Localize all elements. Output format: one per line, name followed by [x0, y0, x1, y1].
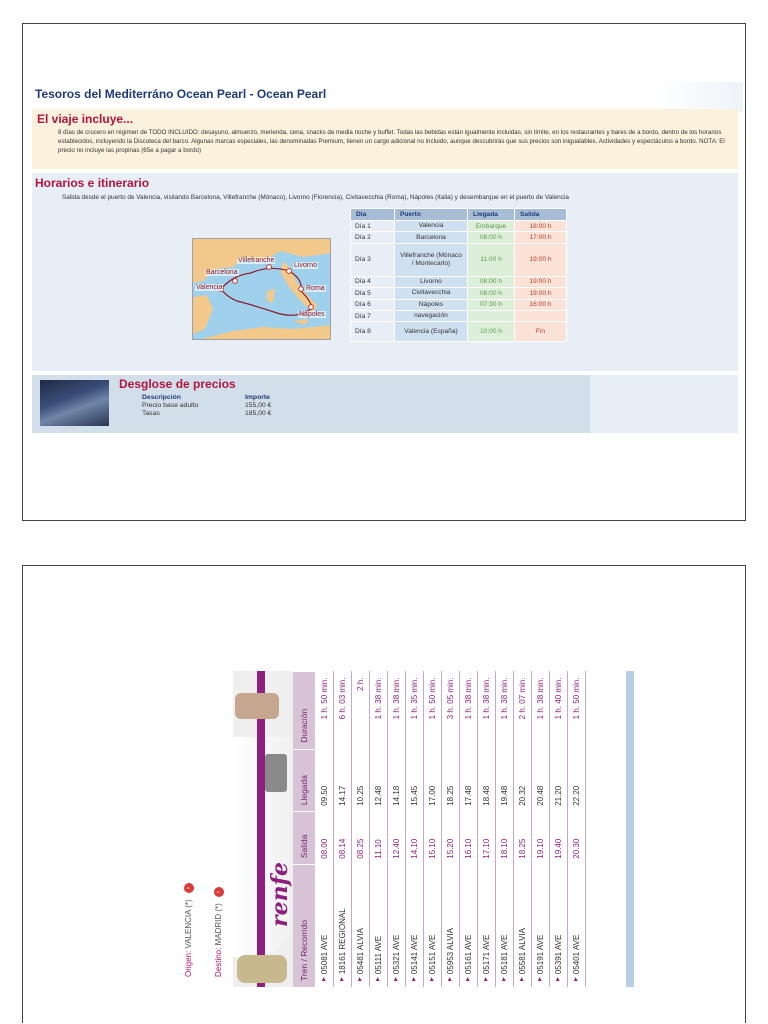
cell-salida: 08.00 [315, 812, 333, 865]
cell-duracion: 1 h. 40 min. [549, 672, 567, 750]
table-row[interactable] [315, 672, 333, 988]
price-breakdown-heading: Desglose de precios [119, 377, 236, 391]
origin-value: VALENCIA (*) [184, 899, 194, 949]
timetable-page [22, 565, 746, 1023]
cell-llegada: 17.00 [423, 749, 441, 812]
cell-llegada: 20.48 [531, 749, 549, 812]
table-row[interactable] [513, 672, 531, 988]
table-row[interactable] [351, 672, 369, 988]
table-row [351, 232, 567, 243]
price-item-desc: Tasas [142, 410, 160, 417]
cell-tren[interactable]: ▶ 05151 AVE [423, 865, 441, 987]
cell-salida: 20.30 [567, 812, 585, 865]
destination-go-icon[interactable]: › [214, 887, 224, 897]
cell-duracion: 1 h. 38 min. [477, 672, 495, 750]
cell-tren[interactable]: ▶ 05181 AVE [495, 865, 513, 987]
cell-llegada: 08:00 h [468, 276, 515, 287]
cruise-page [22, 23, 746, 521]
map-label-valencia: Valencia [196, 284, 223, 291]
cell-llegada: 09.50 [315, 749, 333, 812]
table-row[interactable] [423, 672, 441, 988]
cell-llegada: 10:00 h [468, 322, 515, 342]
cell-salida: Fin [515, 322, 567, 342]
cell-duracion: 3 h. 05 min. [441, 672, 459, 750]
cell-tren[interactable]: ▶ 05391 AVE [549, 865, 567, 987]
cell-llegada: 18.25 [441, 749, 459, 812]
cell-llegada: 14.18 [387, 749, 405, 812]
cell-duracion: 1 h. 38 min. [495, 672, 513, 750]
cell-llegada: 08:00 h [468, 288, 515, 299]
col-puerto: Puerto [395, 209, 468, 221]
cell-duracion: 1 h. 50 min. [315, 672, 333, 750]
includes-heading: El viaje incluye... [37, 112, 134, 126]
table-row [351, 276, 567, 287]
cell-salida: 19:00 h [515, 276, 567, 287]
cell-llegada: 07:30 h [468, 299, 515, 310]
cell-tren[interactable]: ▶ 05401 AVE [567, 865, 585, 987]
cell-llegada: 08:00 h [468, 232, 515, 243]
includes-text: 8 días de crucero en régimen de TODO INCLUIDO: desayuno, almuerzo, merienda, cena, snacks de media noche y buffet. Todas las bebidas están igualmente incluidas, sin límite, en los restaurantes y bares de a bordo, dentro de los horarios establecidos, incluyendo la Discoteca del barco. Algunas marcas especiales, las denominadas Premium, tienen un cargo adicional no incluido, aunque descubrirás que sus precios son inigualables. Actividades y espectáculos a bordo. NOTA: El precio no incluye las propinas (65e a pagar a bordo) [58, 129, 725, 154]
cell-llegada: 19.48 [495, 749, 513, 812]
renfe-logo: renfe [267, 861, 293, 927]
cell-tren[interactable]: ▶ 05141 AVE [405, 865, 423, 987]
cell-tren[interactable]: ▶ 05081 AVE [315, 865, 333, 987]
itinerary-section [32, 173, 738, 371]
price-breakdown-section [32, 375, 738, 433]
cell-puerto: Valencia [395, 221, 468, 232]
table-row[interactable] [567, 672, 585, 988]
cell-salida: 19:00 h [515, 288, 567, 299]
cell-salida: 18.10 [495, 812, 513, 865]
cell-llegada: 11:00 h [468, 243, 515, 276]
renfe-banner [233, 671, 293, 987]
cell-llegada: 12.48 [369, 749, 387, 812]
banner-device-image [265, 754, 287, 792]
table-row[interactable] [495, 672, 513, 988]
cell-salida: 18:00 h [515, 221, 567, 232]
cell-duracion: 2 h. [351, 672, 369, 750]
cell-puerto: Nápoles [395, 299, 468, 310]
page-title: Tesoros del Mediterráno Ocean Pearl - Ocean Pearl [35, 87, 327, 101]
cell-duracion: 1 h. 38 min. [387, 672, 405, 750]
cell-llegada: 15.45 [405, 749, 423, 812]
timetable-body [315, 672, 585, 988]
cell-llegada: 20.32 [513, 749, 531, 812]
cell-salida: 16:00 h [515, 299, 567, 310]
col-duracion: Duración [293, 672, 315, 750]
cell-dia: Día 3 [351, 243, 395, 276]
cell-puerto: Villefranche (Mónaco / Montecarlo) [395, 243, 468, 276]
cell-dia: Día 8 [351, 322, 395, 342]
timetable-header-row [293, 672, 315, 988]
cell-salida: 14.10 [405, 812, 423, 865]
col-llegada: Llegada [293, 749, 315, 812]
itinerary-text: Salida desde el puerto de Valencia, visitando Barcelona, Villefranche (Mónaco), Livorno (Florencia), Civitavecchia (Roma), Nápoles (Italia) y desembarque en el puerto de Valencia [62, 194, 569, 201]
table-row[interactable] [441, 672, 459, 988]
cell-duracion: 1 h. 38 min. [459, 672, 477, 750]
destination-value: MADRID (*) [214, 903, 224, 946]
map-label-barcelona: Barcelona [206, 269, 238, 276]
timetable-rotated-wrapper [178, 671, 638, 987]
cell-salida: 11.10 [369, 812, 387, 865]
cell-llegada [468, 310, 515, 321]
timetable-content [178, 671, 638, 987]
cabin-photo [40, 380, 109, 426]
table-row[interactable] [459, 672, 477, 988]
table-row[interactable] [549, 672, 567, 988]
map-label-roma: Roma [306, 285, 325, 292]
cell-salida: 17:00 h [515, 232, 567, 243]
cell-salida: 15.10 [423, 812, 441, 865]
cell-salida: 08.25 [351, 812, 369, 865]
map-label-napoles: Nápoles [299, 311, 325, 318]
table-row[interactable] [387, 672, 405, 988]
table-row [351, 322, 567, 342]
table-row [351, 243, 567, 276]
includes-section [32, 109, 738, 169]
cell-dia: Día 2 [351, 232, 395, 243]
price-item-amount: 155,00 € [245, 402, 272, 409]
cell-salida: 12.40 [387, 812, 405, 865]
table-row [351, 310, 567, 321]
price-item-amount: 185,00 € [245, 410, 272, 417]
table-row[interactable] [477, 672, 495, 988]
table-row[interactable] [369, 672, 387, 988]
cell-llegada: 10.25 [351, 749, 369, 812]
table-row[interactable] [333, 672, 351, 988]
cell-tren[interactable]: ▶ 05581 ALVIA [513, 865, 531, 987]
cell-puerto: navegación [395, 310, 468, 321]
cell-salida: 18.25 [513, 812, 531, 865]
col-descripcion: Descripción [142, 394, 181, 401]
origin-label: Origen: [184, 950, 194, 977]
price-description-column [142, 394, 198, 418]
table-row [351, 221, 567, 232]
cell-tren[interactable]: ▶ 05191 AVE [531, 865, 549, 987]
cell-duracion: 6 h. 03 min. [333, 672, 351, 750]
train-timetable [293, 671, 586, 987]
origin-field [184, 883, 194, 977]
cell-dia: Día 4 [351, 276, 395, 287]
cell-llegada: 21.20 [549, 749, 567, 812]
map-label-livorno: Livorno [294, 262, 317, 269]
cell-tren[interactable]: ▶ 05481 ALVIA [351, 865, 369, 987]
cell-duracion: 2 h. 07 min. [513, 672, 531, 750]
cell-duracion: 1 h. 35 min. [405, 672, 423, 750]
cell-dia: Día 7 [351, 310, 395, 321]
header-decoration [653, 82, 743, 112]
table-row [351, 288, 567, 299]
banner-person-image [235, 693, 279, 719]
col-salida: Salida [293, 812, 315, 865]
cell-salida: 17.10 [477, 812, 495, 865]
cell-puerto: Barcelona [395, 232, 468, 243]
cell-tren[interactable]: ▶ 18161 REGIONAL [333, 865, 351, 987]
cell-salida: 16.10 [459, 812, 477, 865]
cell-llegada: 14.17 [333, 749, 351, 812]
cell-salida [515, 310, 567, 321]
map-label-villefranche: Villefranche [238, 257, 275, 264]
origin-go-icon[interactable]: › [184, 883, 194, 893]
table-row[interactable] [531, 672, 549, 988]
cell-salida: 19:00 h [515, 243, 567, 276]
cell-duracion: 1 h. 50 min. [567, 672, 585, 750]
destination-label: Destino: [214, 947, 224, 977]
cell-duracion: 1 h. 50 min. [423, 672, 441, 750]
cell-dia: Día 5 [351, 288, 395, 299]
cell-llegada: 18.48 [477, 749, 495, 812]
cell-tren[interactable]: ▶ 05161 AVE [459, 865, 477, 987]
table-edge-bar [626, 671, 634, 987]
price-item-desc: Precio base adulto [142, 402, 199, 409]
table-row [351, 299, 567, 310]
itinerary-table [350, 208, 567, 342]
col-dia: Día [351, 209, 395, 221]
itinerary-header-row [351, 209, 567, 221]
cell-puerto: Valencia (España) [395, 322, 468, 342]
cell-puerto: Livorno [395, 276, 468, 287]
route-map [192, 238, 331, 340]
cell-salida: 19.40 [549, 812, 567, 865]
cell-llegada: Embarque [468, 221, 515, 232]
cell-tren[interactable]: ▶ 05321 AVE [387, 865, 405, 987]
cell-salida: 15.20 [441, 812, 459, 865]
itinerary-heading: Horarios e itinerario [35, 176, 150, 190]
table-row[interactable] [405, 672, 423, 988]
price-breakdown-panel [32, 375, 590, 433]
price-amount-column [245, 394, 271, 418]
cell-duracion: 1 h. 38 min. [369, 672, 387, 750]
cell-tren[interactable]: ▶ 05953 ALVIA [441, 865, 459, 987]
col-tren: Tren / Recorrido [293, 865, 315, 987]
cell-llegada: 17.48 [459, 749, 477, 812]
cell-dia: Día 6 [351, 299, 395, 310]
col-importe: Importe [245, 394, 270, 401]
destination-field [214, 887, 224, 977]
cell-puerto: Civitavecchia [395, 288, 468, 299]
cell-duracion: 1 h. 38 min. [531, 672, 549, 750]
cell-dia: Día 1 [351, 221, 395, 232]
cell-tren[interactable]: ▶ 05111 AVE [369, 865, 387, 987]
cell-salida: 08.14 [333, 812, 351, 865]
cell-salida: 19.10 [531, 812, 549, 865]
col-salida: Salida [515, 209, 567, 221]
cell-llegada: 22.20 [567, 749, 585, 812]
banner-person-image [237, 955, 287, 983]
col-llegada: Llegada [468, 209, 515, 221]
cell-tren[interactable]: ▶ 05171 AVE [477, 865, 495, 987]
